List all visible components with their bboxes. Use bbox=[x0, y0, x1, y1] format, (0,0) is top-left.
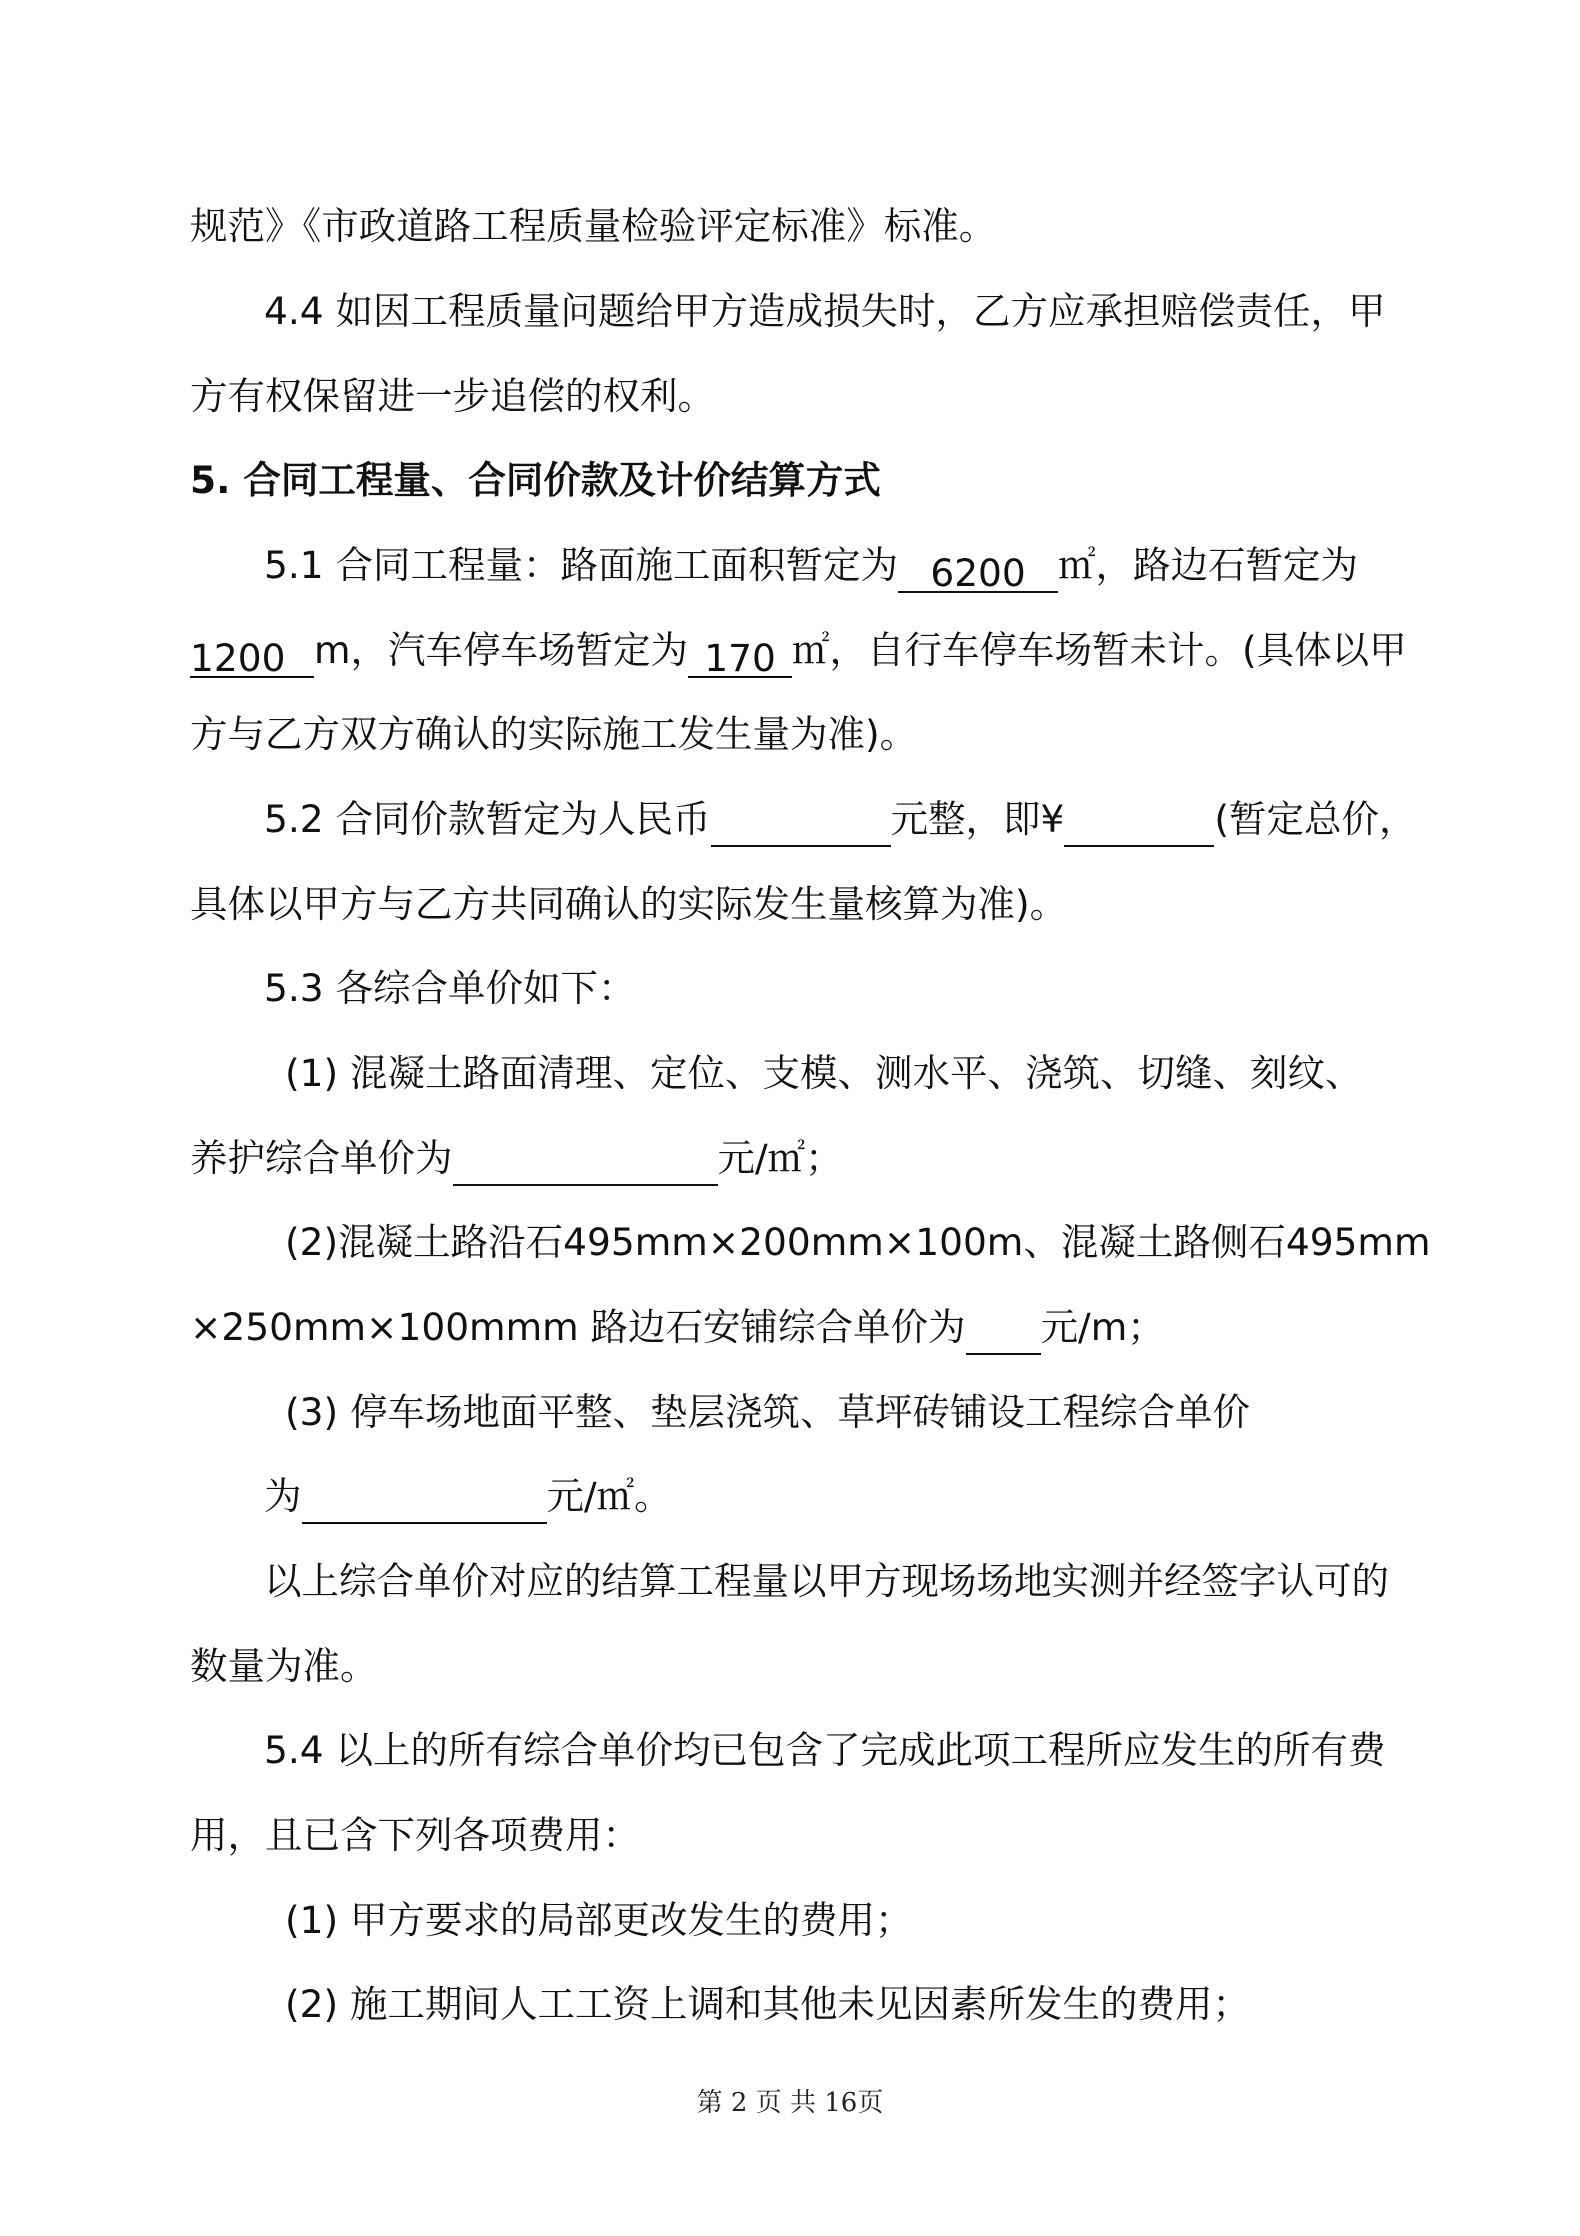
text-line: 规范》《市政道路工程质量检验评定标准》标准。 bbox=[190, 204, 997, 248]
clause-5-4: 5.4 以上的所有综合单价均已包含了完成此项工程所应发生的所有费 bbox=[264, 1728, 1386, 1772]
text-line bbox=[190, 1130, 843, 1186]
contract-price-blank bbox=[711, 799, 891, 847]
text-segment: 元整，即¥ bbox=[890, 797, 1065, 841]
list-item-1: (1) 混凝土路面清理、定位、支模、测水平、浇筑、切缝、刻纹、 bbox=[285, 1051, 1363, 1095]
text-segment: 元/㎡； bbox=[717, 1136, 843, 1180]
curb-length-value: 1200 bbox=[190, 630, 314, 678]
unit-price-blank bbox=[302, 1476, 547, 1524]
text-segment: (暂定总价， bbox=[1214, 797, 1417, 841]
contract-amount-blank bbox=[1064, 799, 1214, 847]
text-segment: ×250mm×100mmm 路边石安铺综合单价为 bbox=[190, 1305, 966, 1349]
text-line bbox=[264, 1468, 672, 1524]
text-segment: 5.2 合同价款暂定为人民币 bbox=[264, 797, 711, 841]
text-line: 以上综合单价对应的结算工程量以甲方现场场地实测并经签字认可的 bbox=[264, 1559, 1389, 1603]
section-heading-5: 5. 合同工程量、合同价款及计价结算方式 bbox=[190, 458, 881, 502]
text-line: 用，且已含下列各项费用： bbox=[190, 1813, 640, 1857]
list-item-1: (1) 甲方要求的局部更改发生的费用； bbox=[285, 1898, 913, 1942]
text-line: 方与乙方双方确认的实际施工发生量为准)。 bbox=[190, 712, 918, 756]
text-line: 具体以甲方与乙方共同确认的实际发生量核算为准)。 bbox=[190, 882, 1068, 926]
page-footer: 第 2 页 共 16页 bbox=[696, 2088, 884, 2118]
text-segment: 元/㎡。 bbox=[546, 1474, 672, 1518]
clause-4-4: 4.4 如因工程质量问题给甲方造成损失时，乙方应承担赔偿责任，甲 bbox=[264, 289, 1386, 333]
text-segment: 元/m； bbox=[1040, 1305, 1165, 1349]
text-segment: 养护综合单价为 bbox=[190, 1136, 453, 1180]
list-item-3: (3) 停车场地面平整、垫层浇筑、草坪砖铺设工程综合单价 bbox=[285, 1390, 1251, 1434]
clause-5-1 bbox=[264, 537, 1358, 593]
clause-5-3: 5.3 各综合单价如下： bbox=[264, 966, 636, 1010]
unit-price-blank bbox=[966, 1307, 1041, 1355]
text-line bbox=[190, 1299, 1165, 1355]
list-item-2: (2) 施工期间人工工资上调和其他未见因素所发生的费用； bbox=[285, 1982, 1251, 2026]
unit-price-blank bbox=[453, 1138, 718, 1186]
text-segment: 5.1 合同工程量：路面施工面积暂定为 bbox=[264, 543, 899, 587]
parking-area-value: 170 bbox=[688, 630, 792, 678]
text-segment: 为 bbox=[264, 1474, 302, 1518]
road-area-value: 6200 bbox=[898, 545, 1058, 593]
text-line bbox=[190, 622, 1407, 678]
text-line: 数量为准。 bbox=[190, 1644, 378, 1688]
text-line: 方有权保留进一步追偿的权利。 bbox=[190, 374, 715, 418]
list-item-2: (2)混凝土路沿石495mm×200mm×100m、混凝土路侧石495mm bbox=[285, 1220, 1431, 1264]
text-segment: ㎡，自行车停车场暂未计。(具体以甲 bbox=[792, 628, 1407, 672]
text-segment: ㎡，路边石暂定为 bbox=[1058, 543, 1359, 587]
text-segment: m，汽车停车场暂定为 bbox=[314, 628, 689, 672]
clause-5-2 bbox=[264, 791, 1417, 847]
